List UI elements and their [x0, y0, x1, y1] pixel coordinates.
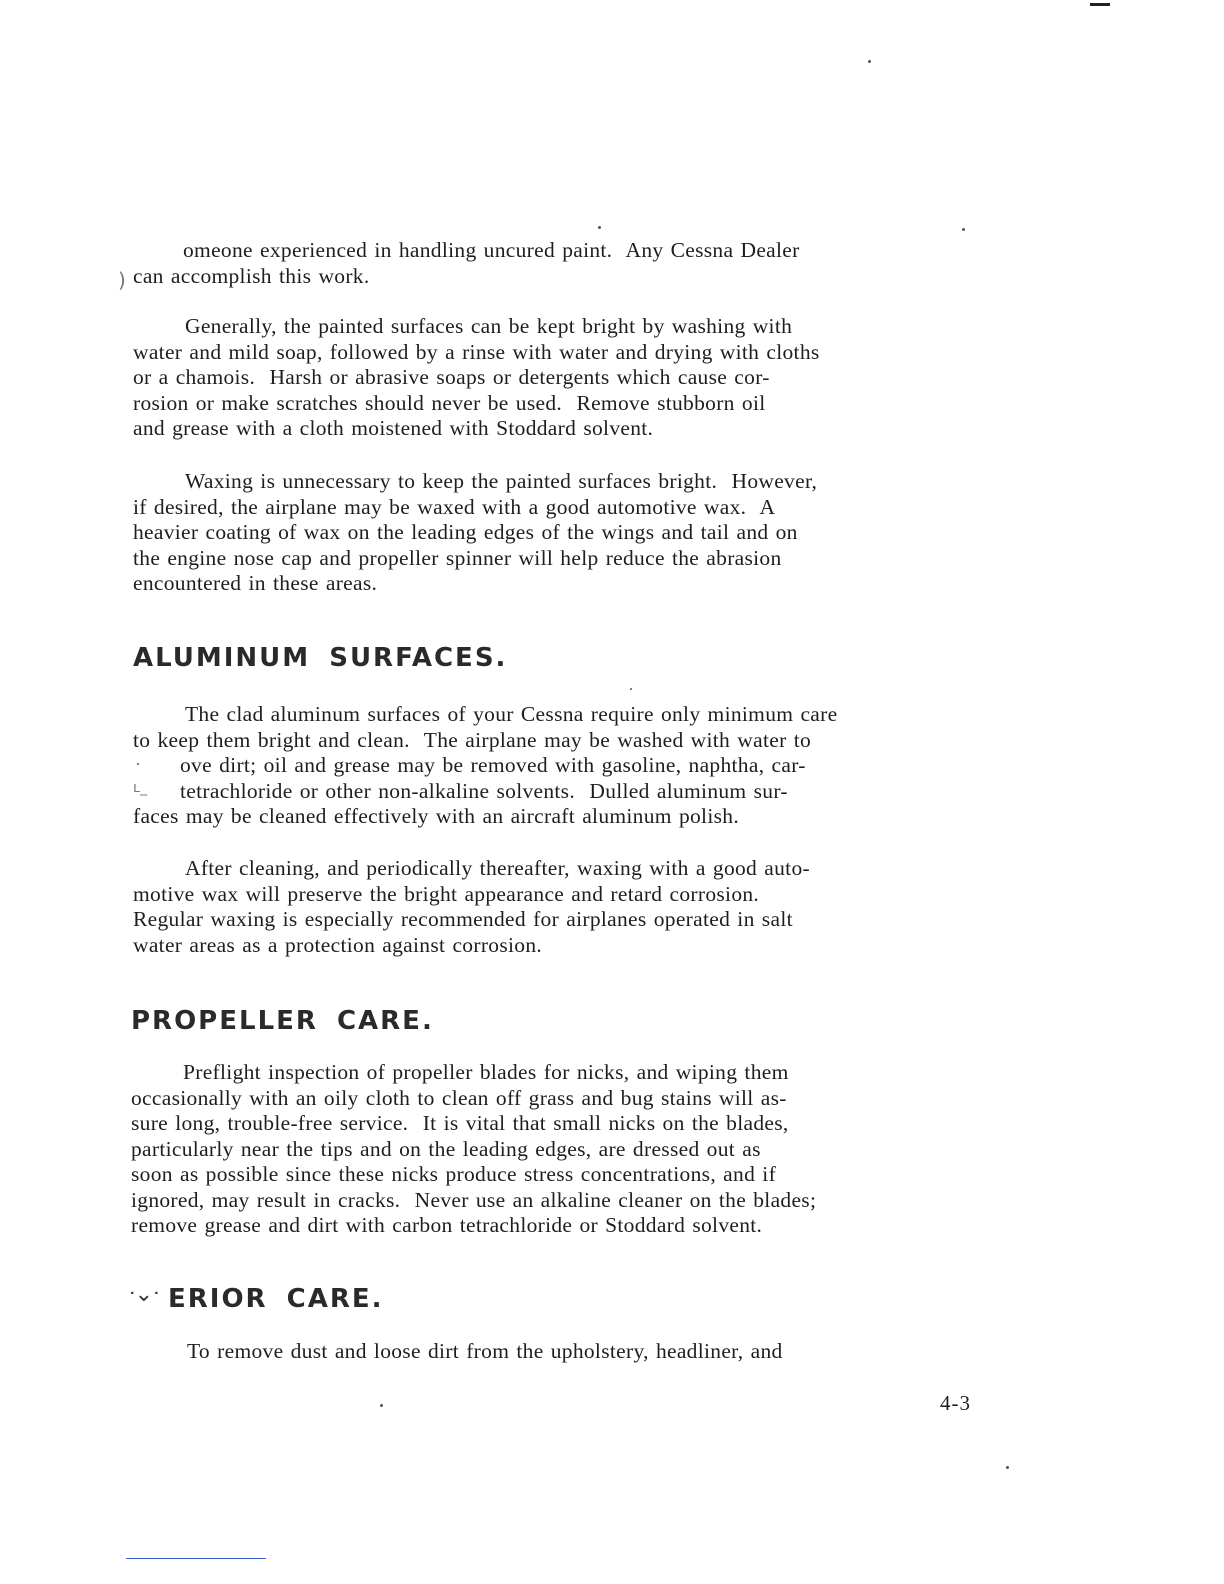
section-heading-propeller-care: PROPELLER CARE. — [131, 1006, 434, 1036]
scan-speck — [137, 763, 139, 765]
text-line: particularly near the tips and on the leading edges, are dressed out as — [131, 1136, 761, 1161]
text-line: occasionally with an oily cloth to clean off grass and bug stains will as- — [131, 1085, 787, 1110]
text-line: To remove dust and loose dirt from the upholstery, headliner, and — [187, 1339, 783, 1363]
paragraph-aluminum-care — [133, 702, 837, 830]
text-line: faces may be cleaned effectively with an aircraft aluminum polish. — [133, 804, 739, 828]
paragraph-propeller-inspection — [131, 1060, 816, 1239]
bottom-rule — [126, 1558, 266, 1559]
paragraph-interior-dust — [187, 1339, 783, 1365]
scan-speck — [630, 688, 632, 690]
text-line: omeone experienced in handling uncured paint. Any Cessna Dealer — [183, 238, 800, 262]
scan-artifact-mark: ) — [118, 268, 126, 292]
scan-speck — [868, 60, 871, 63]
text-line: encountered in these areas. — [133, 571, 378, 595]
text-line: Preflight inspection of propeller blades for nicks, and wiping them — [183, 1060, 789, 1084]
text-line: can accomplish this work. — [133, 264, 370, 288]
text-line: Generally, the painted surfaces can be kept bright by washing with — [185, 314, 793, 338]
text-line: ignored, may result in cracks. Never use an alkaline cleaner on the blades; — [131, 1187, 817, 1212]
text-line: soon as possible since these nicks produce stress concentrations, and if — [131, 1162, 777, 1186]
scan-speck — [1006, 1466, 1009, 1469]
page-number: 4-3 — [940, 1391, 971, 1415]
scan-edge-mark — [1090, 3, 1110, 6]
text-line: ove dirt; oil and grease may be removed with gasoline, naphtha, car- — [180, 753, 806, 777]
scan-speck — [598, 226, 601, 229]
text-line: the engine nose cap and propeller spinner will help reduce the abrasion — [133, 545, 782, 570]
text-line: water areas as a protection against corrosion. — [133, 932, 543, 957]
text-line: Waxing is unnecessary to keep the painted surfaces bright. However, — [185, 469, 818, 493]
scan-artifact-mark: ʟ_ — [133, 780, 148, 796]
text-line: sure long, trouble-free service. It is vital that small nicks on the blades, — [131, 1111, 789, 1135]
text-line: After cleaning, and periodically thereafter, waxing with a good auto- — [185, 856, 810, 880]
text-line: The clad aluminum surfaces of your Cessna require only minimum care — [185, 702, 838, 726]
text-line: water and mild soap, followed by a rinse with water and drying with cloths — [133, 339, 820, 364]
paragraph-continuation-end — [133, 264, 370, 290]
text-line: motive wax will preserve the bright appearance and retard corrosion. — [133, 881, 760, 906]
text-line: or a chamois. Harsh or abrasive soaps or detergents which cause cor- — [133, 365, 770, 389]
text-line: tetrachloride or other non-alkaline solvents. Dulled aluminum sur- — [180, 778, 788, 803]
paragraph-continuation — [183, 238, 800, 264]
text-line: to keep them bright and clean. The airplane may be washed with water to — [133, 727, 812, 752]
text-line: remove grease and dirt with carbon tetrachloride or Stoddard solvent. — [131, 1213, 763, 1237]
text-line: rosion or make scratches should never be used. Remove stubborn oil — [133, 390, 766, 415]
text-line: Regular waxing is especially recommended for airplanes operated in salt — [133, 907, 793, 931]
section-heading-aluminum-surfaces: ALUMINUM SURFACES. — [133, 643, 508, 673]
text-line: and grease with a cloth moistened with Stoddard solvent. — [133, 416, 654, 440]
scan-artifact-mark: ᐧ⌄ᐧ — [129, 1282, 159, 1307]
paragraph-after-cleaning — [133, 856, 810, 958]
paragraph-waxing — [133, 469, 817, 597]
paragraph-painted-surfaces-washing — [133, 314, 820, 442]
scan-speck — [962, 228, 965, 231]
text-line: if desired, the airplane may be waxed with a good automotive wax. A — [133, 494, 776, 519]
scan-speck — [380, 1404, 383, 1407]
section-heading-interior-care: ERIOR CARE. — [168, 1284, 384, 1314]
text-line: heavier coating of wax on the leading edges of the wings and tail and on — [133, 520, 798, 544]
